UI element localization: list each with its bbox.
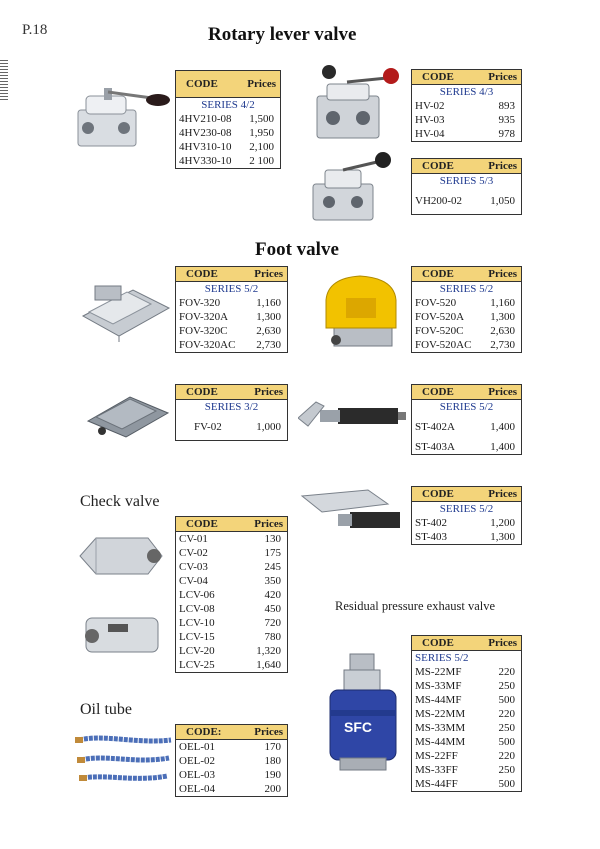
price-table-fov320: [175, 266, 288, 353]
code-cell: FOV-520C: [415, 325, 464, 337]
price-cell: 250: [498, 722, 515, 734]
header-code: CODE: [412, 70, 473, 85]
price-cell: 170: [264, 741, 281, 753]
price-table-ms: [411, 635, 522, 792]
price-table-oil-tube: [175, 724, 288, 797]
header-code: CODE: [412, 636, 479, 651]
header-prices: Prices: [241, 71, 281, 98]
header-prices: Prices: [473, 487, 522, 502]
table-row: [412, 296, 522, 310]
table-row: [176, 560, 288, 574]
table-row: [412, 516, 522, 530]
price-cell: 450: [264, 603, 281, 615]
price-cell: 1,300: [256, 311, 281, 323]
price-cell: 893: [498, 100, 515, 112]
code-cell: FOV-520A: [415, 311, 465, 323]
price-cell: 250: [498, 680, 515, 692]
header-code: CODE: [176, 385, 241, 400]
table-row: [412, 338, 522, 353]
table-row: [412, 99, 522, 113]
header-prices: Prices: [240, 725, 288, 740]
price-cell: 1,950: [249, 127, 274, 139]
price-table-st40x: [411, 486, 522, 545]
price-cell: 2,630: [256, 325, 281, 337]
edge-hatch: [0, 60, 8, 100]
price-cell: 350: [264, 575, 281, 587]
heading-rotary-lever-valve: Rotary lever valve: [208, 24, 357, 45]
residual-pressure-valve-image: [322, 652, 404, 774]
header-code: CODE: [412, 385, 474, 400]
table-row: [176, 546, 288, 560]
check-valve-lcv-image: [78, 610, 168, 660]
code-cell: OEL-03: [179, 769, 216, 781]
table-row: [176, 296, 288, 310]
price-cell: 2,730: [490, 339, 515, 351]
series-label: SERIES 5/2: [439, 503, 494, 515]
price-cell: 500: [498, 694, 515, 706]
code-cell: FOV-520AC: [415, 339, 472, 351]
price-table-fv02: [175, 384, 288, 441]
table-row: [176, 532, 288, 547]
rotary-lever-valve-42-image: [68, 76, 172, 156]
heading-residual-pressure-exhaust-valve: Residual pressure exhaust valve: [335, 599, 496, 613]
price-cell: 1,300: [490, 531, 515, 543]
table-row: [412, 721, 522, 735]
code-cell: MS-22MM: [415, 708, 466, 720]
series-label: SERIES 5/2: [439, 401, 494, 413]
table-row: [176, 782, 288, 797]
stroke-valve-st402a-image: [298, 392, 410, 442]
code-cell: LCV-25: [179, 659, 215, 671]
heading-check-valve: Check valve: [80, 493, 160, 510]
table-row: [176, 658, 288, 673]
code-cell: FOV-320: [179, 297, 221, 309]
price-cell: 250: [498, 764, 515, 776]
price-table-fov520: [411, 266, 522, 353]
table-row: [176, 630, 288, 644]
header-code: CODE: [412, 267, 482, 282]
price-cell: 220: [498, 708, 515, 720]
price-cell: 1,500: [249, 113, 274, 125]
heading-foot-valve: Foot valve: [255, 239, 339, 260]
price-table-hv-43: [411, 69, 522, 142]
table-row: [176, 602, 288, 616]
table-row: [412, 763, 522, 777]
table-row: [412, 707, 522, 721]
header-prices: Prices: [473, 385, 521, 400]
header-prices: Prices: [479, 636, 522, 651]
price-cell: 130: [264, 533, 281, 545]
table-row: [176, 126, 281, 140]
price-cell: 220: [498, 666, 515, 678]
price-table-st40xa: [411, 384, 522, 455]
table-row: [412, 530, 522, 545]
code-cell: FOV-320C: [179, 325, 228, 337]
code-cell: CV-02: [179, 547, 208, 559]
code-cell: OEL-04: [179, 783, 216, 795]
code-cell: LCV-06: [179, 589, 215, 601]
code-cell: MS-22FF: [415, 750, 458, 762]
code-cell: FV-02: [194, 421, 222, 433]
price-table-hv-42: [175, 70, 281, 169]
price-cell: 175: [264, 547, 281, 559]
price-cell: 720: [264, 617, 281, 629]
code-cell: MS-44MM: [415, 736, 466, 748]
code-cell: 4HV230-08: [179, 127, 232, 139]
code-cell: VH200-02: [415, 195, 463, 207]
code-cell: MS-33MM: [415, 722, 466, 734]
header-code: CODE:: [176, 725, 240, 740]
series-label: SERIES 4/3: [439, 86, 494, 98]
code-cell: 4HV210-08: [179, 113, 232, 125]
header-code: CODE: [412, 487, 473, 502]
price-cell: 220: [498, 750, 515, 762]
code-cell: MS-33FF: [415, 764, 458, 776]
code-cell: 4HV330-10: [179, 155, 232, 167]
code-cell: HV-02: [415, 100, 445, 112]
header-prices: Prices: [481, 267, 521, 282]
series-label: SERIES 5/2: [415, 652, 469, 664]
table-row: [412, 310, 522, 324]
code-cell: LCV-20: [179, 645, 215, 657]
table-row: [412, 194, 522, 208]
price-cell: 978: [498, 128, 515, 140]
code-cell: ST-402: [415, 517, 447, 529]
price-cell: 1,300: [490, 311, 515, 323]
price-cell: 190: [264, 769, 281, 781]
table-row: [412, 127, 522, 142]
price-cell: 780: [264, 631, 281, 643]
table-row: [176, 588, 288, 602]
price-cell: 1,320: [256, 645, 281, 657]
table-row: [176, 420, 288, 434]
header-prices: Prices: [473, 70, 522, 85]
table-row: [176, 768, 288, 782]
table-row: [176, 616, 288, 630]
price-cell: 2,630: [490, 325, 515, 337]
code-cell: HV-03: [415, 114, 445, 126]
sfc-logo-text: SFC: [344, 719, 372, 735]
price-cell: 500: [498, 736, 515, 748]
header-prices: Prices: [240, 385, 287, 400]
price-cell: 1,050: [490, 195, 515, 207]
price-cell: 180: [264, 755, 281, 767]
code-cell: MS-33MF: [415, 680, 462, 692]
price-cell: 200: [264, 783, 281, 795]
price-cell: 935: [498, 114, 515, 126]
table-row: [176, 574, 288, 588]
table-row: [176, 112, 281, 126]
code-cell: MS-44FF: [415, 778, 458, 790]
table-row: [412, 420, 522, 434]
price-cell: 1,200: [490, 517, 515, 529]
code-cell: LCV-10: [179, 617, 215, 629]
oil-tube-image: [75, 730, 175, 790]
table-row: [412, 113, 522, 127]
table-row: [176, 754, 288, 768]
price-cell: 1,160: [256, 297, 281, 309]
code-cell: ST-403: [415, 531, 447, 543]
code-cell: CV-03: [179, 561, 208, 573]
series-label: SERIES 4/2: [201, 99, 255, 111]
code-cell: MS-44MF: [415, 694, 462, 706]
price-cell: 1,640: [256, 659, 281, 671]
check-valve-cv-image: [76, 530, 166, 586]
rotary-lever-valve-43-image: [303, 58, 413, 148]
code-cell: FOV-320AC: [179, 339, 236, 351]
code-cell: 4HV310-10: [179, 141, 232, 153]
table-row: [176, 338, 288, 353]
series-label: SERIES 3/2: [204, 401, 259, 413]
table-row: [176, 140, 281, 154]
table-row: [412, 665, 522, 679]
price-cell: 500: [498, 778, 515, 790]
table-row: [176, 310, 288, 324]
price-cell: 1,400: [490, 441, 515, 453]
rotary-lever-valve-53-image: [305, 150, 410, 228]
header-prices: Prices: [238, 517, 288, 532]
code-cell: ST-403A: [415, 441, 455, 453]
table-row: [176, 324, 288, 338]
code-cell: LCV-15: [179, 631, 215, 643]
table-row: [176, 740, 288, 755]
table-row: [412, 735, 522, 749]
price-cell: 2,100: [249, 141, 274, 153]
price-cell: 1,400: [490, 421, 515, 433]
price-cell: 420: [264, 589, 281, 601]
code-cell: HV-04: [415, 128, 445, 140]
code-cell: CV-04: [179, 575, 208, 587]
series-label: SERIES 5/2: [204, 283, 259, 295]
page-number: P.18: [22, 22, 48, 38]
price-cell: 1,160: [490, 297, 515, 309]
header-code: CODE: [176, 517, 238, 532]
header-code: CODE: [176, 267, 247, 282]
foot-valve-fov320-image: [75, 272, 175, 344]
table-row: [412, 324, 522, 338]
header-code: CODE: [412, 159, 478, 174]
code-cell: CV-01: [179, 533, 208, 545]
table-row: [412, 440, 522, 455]
table-row: [176, 644, 288, 658]
code-cell: MS-22MF: [415, 666, 462, 678]
price-cell: 2 100: [249, 155, 274, 167]
code-cell: FOV-520: [415, 297, 457, 309]
code-cell: OEL-01: [179, 741, 216, 753]
code-cell: OEL-02: [179, 755, 216, 767]
code-cell: LCV-08: [179, 603, 215, 615]
table-row: [412, 777, 522, 792]
price-cell: 2,730: [256, 339, 281, 351]
table-row: [176, 154, 281, 169]
header-code: CODE: [176, 71, 241, 98]
series-label: SERIES 5/2: [439, 283, 494, 295]
table-row: [412, 693, 522, 707]
header-prices: Prices: [477, 159, 521, 174]
code-cell: ST-402A: [415, 421, 455, 433]
price-cell: 245: [264, 561, 281, 573]
code-cell: FOV-320A: [179, 311, 229, 323]
header-prices: Prices: [247, 267, 288, 282]
price-cell: 1,000: [256, 421, 281, 433]
price-table-vh-53: [411, 158, 522, 215]
table-row: [412, 679, 522, 693]
foot-valve-fov520-image: [310, 270, 410, 352]
heading-oil-tube: Oil tube: [80, 701, 132, 718]
price-table-check-valve: [175, 516, 288, 673]
foot-valve-fv02-image: [82, 383, 172, 443]
table-row: [412, 749, 522, 763]
series-label: SERIES 5/3: [439, 175, 494, 187]
stroke-valve-st402-image: [298, 486, 408, 546]
